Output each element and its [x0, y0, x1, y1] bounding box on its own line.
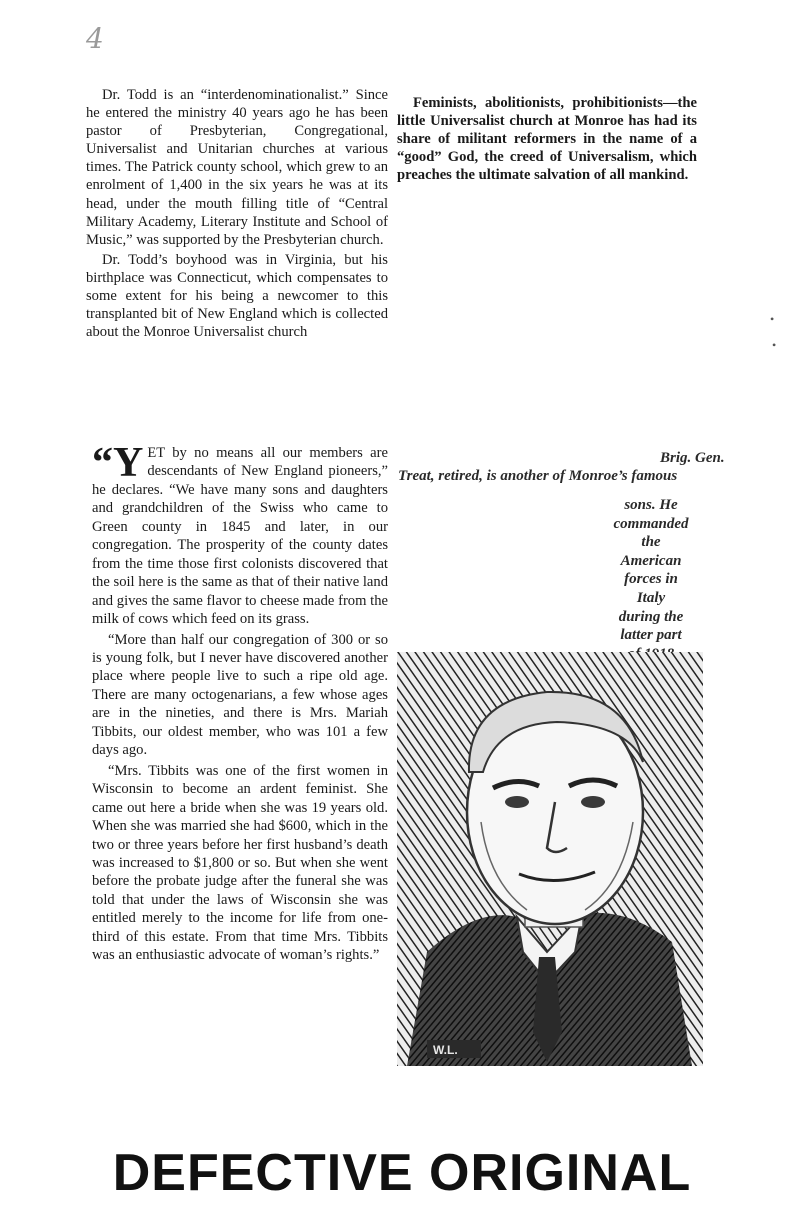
caption-line: American: [620, 552, 682, 569]
main-article-column: [92, 440, 388, 965]
main-paragraph-3: “Mrs. Tibbits was one of the first women in Wisconsin to become an ardent feminist. She came out here a bride when she was 19 years old. When she was married she had $600, which in the two or three years before her first husband’s death was increased to $1,800 or so. But when she went before the probate judge after the funeral she was told that under the laws of Wisconsin she was entitled merely to the income for life from one-third of this estate. From that time Mrs. Tibbits was an enthusiastic advocate of woman’s rights.”: [92, 762, 388, 964]
artist-signature: W.L.: [433, 1043, 458, 1057]
main-paragraph-1: [92, 440, 388, 629]
intro-column: [86, 86, 388, 341]
sidebar-quote: [397, 94, 697, 184]
main-paragraph-2: “More than half our congregation of 300 or so is young folk, but I never have discovered another place where people live to such a ripe old age. There are many octogenarians, a few whose ages are in the nineties, and there is Mrs. Mariah Tibbits, our oldest member, who was 101 a few days ago.: [92, 631, 388, 759]
page-number: 4: [86, 22, 104, 55]
left-eye: [505, 796, 529, 808]
sidebar-quote-text: Feminists, abolitionists, prohibitionists—the little Universalist church at Monroe has had its share of militant reformers in the name of a “good” God, the creed of Universalism, which preaches the ultimate salvation of all mankind.: [397, 95, 697, 184]
portrait-illustration: [397, 652, 703, 1066]
caption-line: latter part: [620, 627, 682, 644]
intro-paragraph-1: Dr. Todd is an “interdenominationalist.” Since he entered the ministry 40 years ago he has been pastor of Presbyterian, Congregational, Universalist and Unitarian churches at various times. The Patrick county school, which grew to an enrolment of 1,400 in the six years he was at its head, under the mouth filling title of “Central Military Academy, Literary Institute and School of Music,” was supported by the Presbyterian church.: [86, 87, 388, 248]
caption-line-2: Treat, retired, is another of Monroe’s famous: [398, 468, 678, 484]
caption-line: forces in: [624, 571, 678, 588]
main-paragraph-1-text: ET by no means all our members are descendants of New England pioneers,” he declares. “We have many sons and daughters and grandchildren of the Swiss who came to Green county in 1845 and later, in our congregation. The prosperity of the county dates from the time those first colonists discovered that the soil here is the same as that of their native land and gives the same flavor to cheese made from the milk of cows which feed on its grass.: [92, 445, 388, 628]
drop-cap: “Y: [92, 440, 144, 486]
portrait-sketch: [397, 652, 703, 1066]
caption-line: Italy: [636, 589, 666, 606]
stray-mark: •: [772, 338, 777, 352]
defective-original-stamp: DEFECTIVE ORIGINAL: [112, 1144, 692, 1202]
caption-line: sons. He: [624, 497, 678, 513]
caption-column: [596, 496, 706, 663]
intro-paragraph-2: Dr. Todd’s boyhood was in Virginia, but his birthplace was Connecticut, which compensates to some extent for his being a newcomer to this transplanted bit of New England which is collected about the Monroe Universalist church: [86, 251, 388, 341]
stray-mark: •: [770, 312, 775, 326]
right-eye: [581, 796, 605, 808]
caption-line-1: Brig. Gen.: [660, 450, 725, 466]
caption-line: the: [641, 534, 661, 551]
caption-line: during the: [618, 608, 684, 625]
caption-line: commanded: [613, 515, 689, 532]
